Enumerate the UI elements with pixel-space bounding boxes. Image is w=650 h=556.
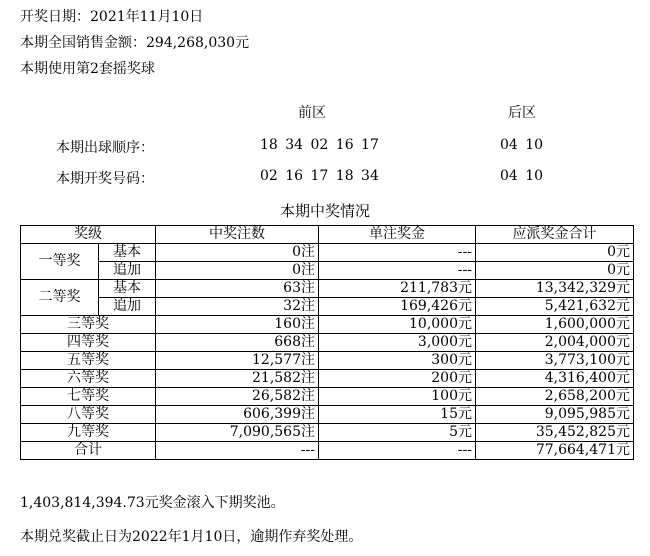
table-row [21,334,634,352]
sub-level: 追加 [99,262,156,280]
count-cell: 63注 [156,280,319,298]
total-label: 合计 [21,442,156,460]
count-cell: 668注 [156,334,319,352]
level-name: 五等奖 [21,352,156,370]
back-zone-label: 后区 [508,105,536,121]
total-cell: 35,452,825元 [476,424,634,442]
level-name: 八等奖 [21,406,156,424]
count-cell: 160注 [156,316,319,334]
draw-zone-header [0,102,650,124]
table-row [21,424,634,442]
winning-numbers-label: 本期开奖号码： [56,171,154,187]
total-cell: 2,004,000元 [476,334,634,352]
prize-cell: 3,000元 [319,334,476,352]
count-cell: 21,582注 [156,370,319,388]
count-cell: 7,090,565注 [156,424,319,442]
total-cell: 13,342,329元 [476,280,634,298]
level-name: 九等奖 [21,424,156,442]
prize-table [20,225,634,460]
prize-cell: --- [319,442,476,460]
prize-cell: 300元 [319,352,476,370]
draw-order-front: 18 34 02 16 17 [260,137,379,153]
table-row [21,370,634,388]
prize-cell: 100元 [319,388,476,406]
prize-table-title: 本期中奖情况 [279,202,370,220]
prize-cell: 211,783元 [319,280,476,298]
winning-numbers-back: 04 10 [500,168,544,184]
prize-cell: 200元 [319,370,476,388]
table-row [21,352,634,370]
header-level: 奖级 [21,226,156,244]
winning-numbers-front: 02 16 17 18 34 [260,168,379,184]
total-sales: 本期全国销售金额：294,268,030元 [20,35,250,51]
total-cell: 2,658,200元 [476,388,634,406]
sub-level: 基本 [99,280,156,298]
table-row [21,262,634,280]
count-cell: --- [156,442,319,460]
header-prize: 单注奖金 [319,226,476,244]
table-row [21,244,634,262]
table-total-row [21,442,634,460]
draw-order-row [0,137,650,159]
table-row [21,280,634,298]
front-zone-label: 前区 [298,105,326,121]
table-row [21,298,634,316]
draw-order-back: 04 10 [500,137,544,153]
prize-cell: 5元 [319,424,476,442]
grand-total-cell: 77,664,471元 [476,442,634,460]
total-cell: 0元 [476,262,634,280]
count-cell: 0注 [156,262,319,280]
table-row [21,406,634,424]
count-cell: 0注 [156,244,319,262]
level-name: 一等奖 [21,244,99,280]
level-name: 三等奖 [21,316,156,334]
level-name: 六等奖 [21,370,156,388]
level-name: 二等奖 [21,280,99,316]
total-cell: 0元 [476,244,634,262]
redemption-deadline-note: 本期兑奖截止日为2022年1月10日，逾期作弃奖处理。 [20,529,363,545]
prize-cell: 169,426元 [319,298,476,316]
count-cell: 26,582注 [156,388,319,406]
total-cell: 4,316,400元 [476,370,634,388]
total-cell: 9,095,985元 [476,406,634,424]
prize-cell: --- [319,244,476,262]
total-cell: 3,773,100元 [476,352,634,370]
prize-cell: --- [319,262,476,280]
total-cell: 1,600,000元 [476,316,634,334]
header-count: 中奖注数 [156,226,319,244]
table-header-row [21,226,634,244]
count-cell: 12,577注 [156,352,319,370]
count-cell: 606,399注 [156,406,319,424]
pool-rollover-note: 1,403,814,394.73元奖金滚入下期奖池。 [20,495,285,511]
table-row [21,388,634,406]
table-row [21,316,634,334]
prize-cell: 15元 [319,406,476,424]
level-name: 四等奖 [21,334,156,352]
sub-level: 追加 [99,298,156,316]
total-cell: 5,421,632元 [476,298,634,316]
header-total: 应派奖金合计 [476,226,634,244]
draw-order-label: 本期出球顺序： [56,140,154,156]
winning-numbers-row [0,168,650,190]
prize-cell: 10,000元 [319,316,476,334]
sub-level: 基本 [99,244,156,262]
count-cell: 32注 [156,298,319,316]
draw-date: 开奖日期：2021年11月10日 [20,9,204,25]
ball-set-info: 本期使用第2套摇奖球 [20,61,155,77]
level-name: 七等奖 [21,388,156,406]
